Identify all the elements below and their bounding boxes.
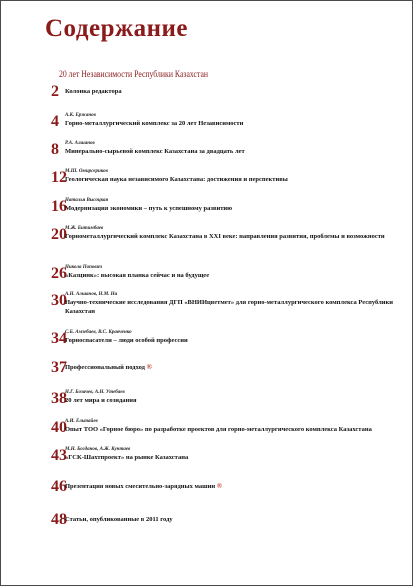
- entry-author: С.Б. Амзебаев, В.С. Кравченко: [65, 330, 132, 335]
- page-number: 2: [51, 83, 59, 100]
- page-number: 16: [51, 198, 67, 215]
- entry-author: Р.А. Алшанов: [65, 141, 95, 146]
- page-title: Содержание: [45, 15, 189, 42]
- entry-title[interactable]: Геологическая наука независимого Казахстана: достижения и перспективы: [65, 176, 288, 183]
- entry-title-text: Презентация новых смесительно-зарядных машин: [65, 483, 216, 490]
- entry-title[interactable]: [65, 363, 395, 372]
- registered-mark: ®: [146, 363, 152, 371]
- page-number: 46: [51, 478, 67, 495]
- entry-author: М.Н. Богданов, А.Ж. Кунтаев: [65, 447, 131, 452]
- page-number: 8: [51, 141, 59, 158]
- entry-title[interactable]: «Казцинк»: высокая планка сейчас и на будущее: [65, 272, 210, 279]
- entry-author: А.И. Ельтайев: [65, 419, 98, 424]
- entry-title[interactable]: Статьи, опубликованные в 2011 году: [65, 516, 173, 523]
- entry-title[interactable]: Горно-металлургический комплекс за 20 лет Независимости: [65, 120, 244, 127]
- entry-title[interactable]: Горноспасатели – люди особой профессии: [65, 337, 188, 344]
- page-number: 12: [51, 169, 67, 186]
- entry-title[interactable]: Научно-технические исследования ДГП «ВНИИцветмет» для горно-металлургического комплекса Республики Казахстан: [65, 299, 393, 315]
- entry-author: А.К. Ержанов: [65, 113, 96, 118]
- page-number: 43: [51, 447, 67, 464]
- entry-title[interactable]: Опыт ТОО «Горное бюро» по разработке проектов для горно-металлургического комплекса Казахстана: [65, 426, 372, 433]
- page-number: 26: [51, 265, 67, 282]
- page-number: 34: [51, 330, 67, 347]
- entry-author: Наталья Высоцкая: [65, 198, 109, 203]
- entry-title[interactable]: Модернизация экономики – путь к успешному развитию: [65, 205, 233, 212]
- entry-title-text: Профессиональный подход: [65, 364, 145, 371]
- entry-author: Никола Попович: [65, 265, 103, 270]
- entry-title[interactable]: Колонка редактора: [65, 88, 122, 95]
- entry-title[interactable]: 20 лет мира и созидания: [65, 397, 137, 404]
- entry-title[interactable]: «ГСК-Шахтпроект» на рынке Казахстана: [65, 454, 189, 461]
- page-number: 20: [51, 226, 67, 243]
- entry-author: М.Ш. Омирсериков: [65, 169, 108, 174]
- entry-author: М.Ж. Битимбаев: [65, 226, 104, 231]
- page-number: 38: [51, 390, 67, 407]
- page-number: 4: [51, 113, 59, 130]
- page-number: 48: [51, 511, 67, 528]
- page-number: 30: [51, 292, 67, 309]
- registered-mark: ®: [216, 482, 222, 490]
- entry-author: Н.Г. Бозачев, А.Н. Утебаев: [65, 390, 125, 395]
- page-number: 37: [51, 359, 67, 376]
- section-header: 20 лет Независимости Республики Казахстан: [59, 69, 209, 79]
- entry-title[interactable]: Горнометаллургический комплекс Казахстана в XXI веке: направления развития, проблемы и возможности: [65, 233, 385, 240]
- entry-title[interactable]: [65, 482, 395, 491]
- page-number: 40: [51, 419, 67, 436]
- entry-title[interactable]: Минерально-сырьевой комплекс Казахстана за двадцать лет: [65, 148, 245, 155]
- entry-author: А.Н. Алшанов, Н.М. Ни: [65, 292, 118, 297]
